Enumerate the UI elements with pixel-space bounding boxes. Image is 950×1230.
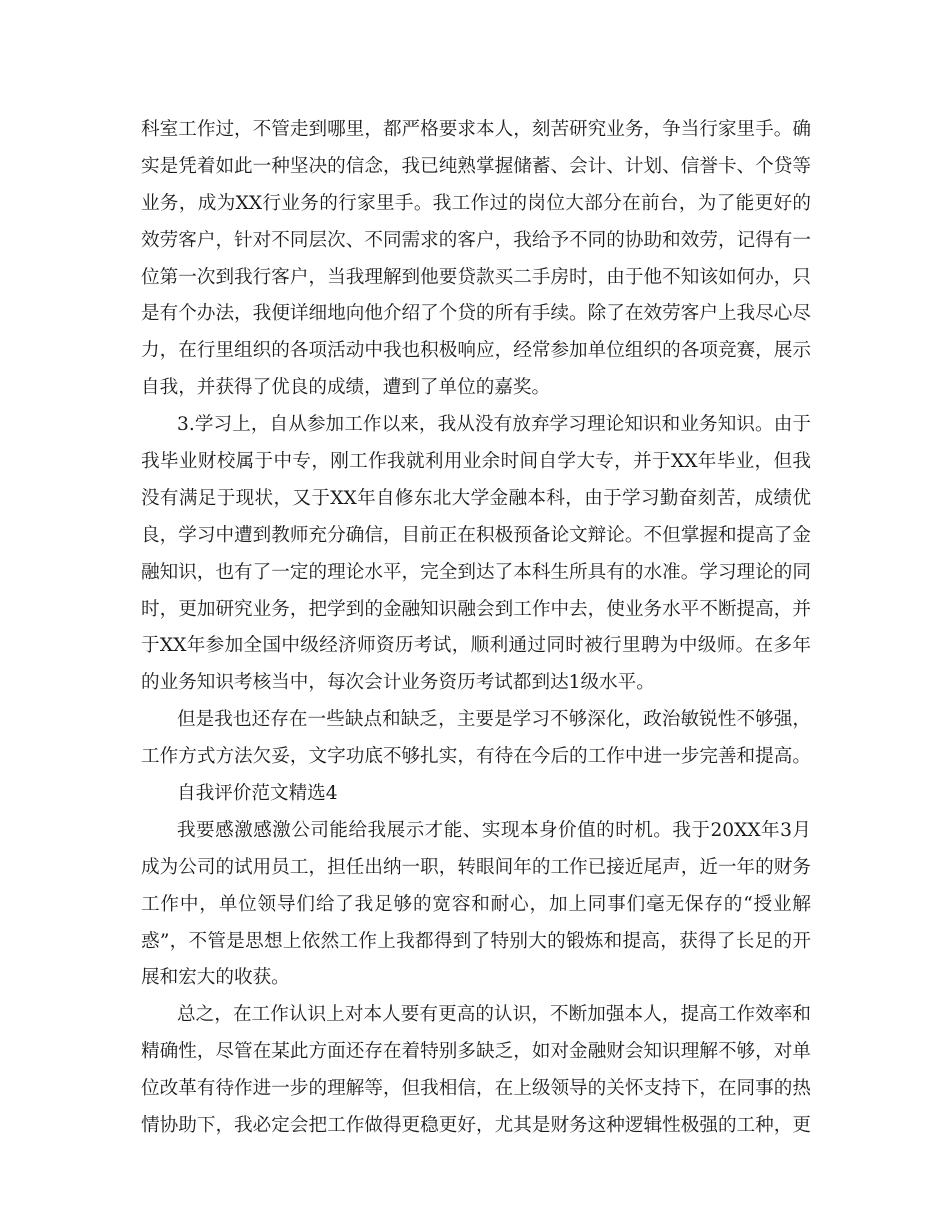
text-line: 成为公司的试用员工，担任出纳一职，转眼间年的工作已接近尾声，近一年的财务 — [141, 856, 811, 878]
text-line: 自我，并获得了优良的成绩，遭到了单位的嘉奖。 — [141, 377, 551, 399]
text-line: 情协助下，我必定会把工作做得更稳更好，尤其是财务这种逻辑性极强的工种，更 — [141, 1115, 811, 1137]
text-line: 工作中，单位领导们给了我足够的宽容和耐心，加上同事们毫无保存的“授业解 — [141, 893, 811, 915]
text-line: 力，在行里组织的各项活动中我也积极响应，经常参加单位组织的各项竞赛，展示 — [141, 340, 811, 362]
text-line: 总之，在工作认识上对本人要有更高的认识，不断加强本人，提高工作效率和 — [177, 1004, 811, 1026]
document-body — [141, 112, 811, 1145]
text-line: 实是凭着如此一种坚决的信念，我已纯熟掌握储蓄、会计、计划、信誉卡、个贷等 — [141, 155, 811, 177]
text-line: 我要感激感激公司能给我展示才能、实现本身价值的时机。我于20XX年3月 — [177, 819, 811, 841]
text-line: 工作方式方法欠妥，文字功底不够扎实，有待在今后的工作中进一步完善和提高。 — [141, 746, 811, 768]
text-line: 时，更加研究业务，把学到的金融知识融会到工作中去，使业务水平不断提高，并 — [141, 598, 811, 620]
text-line: 自我评价范文精选4 — [177, 783, 338, 805]
text-line: 效劳客户，针对不同层次、不同需求的客户，我给予不同的协助和效劳，记得有一 — [141, 229, 811, 251]
text-line: 业务，成为XX行业务的行家里手。我工作过的岗位大部分在前台，为了能更好的 — [141, 192, 811, 214]
text-line: 是有个办法，我便详细地向他介绍了个贷的所有手续。除了在效劳客户上我尽心尽 — [141, 303, 811, 325]
text-line: 没有满足于现状，又于XX年自修东北大学金融本科，由于学习勤奋刻苦，成绩优 — [141, 487, 811, 509]
text-line: 良，学习中遭到教师充分确信，目前正在积极预备论文辩论。不但掌握和提高了金 — [141, 524, 811, 546]
text-line: 位改革有待作进一步的理解等，但我相信，在上级领导的关怀支持下，在同事的热 — [141, 1078, 811, 1100]
text-line: 我毕业财校属于中专，刚工作我就利用业余时间自学大专，并于XX年毕业，但我 — [141, 451, 811, 473]
text-line: 展和宏大的收获。 — [141, 967, 290, 989]
text-line: 位第一次到我行客户，当我理解到他要贷款买二手房时，由于他不知该如何办，只 — [141, 266, 811, 288]
text-line: 科室工作过，不管走到哪里，都严格要求本人，刻苦研究业务，争当行家里手。确 — [141, 119, 811, 140]
text-line: 的业务知识考核当中，每次会计业务资历考试都到达1级水平。 — [141, 672, 655, 694]
text-line: 但是我也还存在一些缺点和缺乏，主要是学习不够深化，政治敏锐性不够强， — [177, 709, 811, 731]
text-line: 融知识，也有了一定的理论水平，完全到达了本科生所具有的水准。学习理论的同 — [141, 561, 811, 583]
text-line: 于XX年参加全国中级经济师资历考试，顺利通过同时被行里聘为中级师。在多年 — [141, 635, 811, 657]
text-line: 精确性，尽管在某此方面还存在着特别多缺乏，如对金融财会知识理解不够，对单 — [141, 1041, 811, 1063]
text-line: 惑”，不管是思想上依然工作上我都得到了特别大的锻炼和提高，获得了长足的开 — [141, 930, 811, 952]
text-line: 3.学习上，自从参加工作以来，我从没有放弃学习理论知识和业务知识。由于 — [177, 414, 811, 436]
